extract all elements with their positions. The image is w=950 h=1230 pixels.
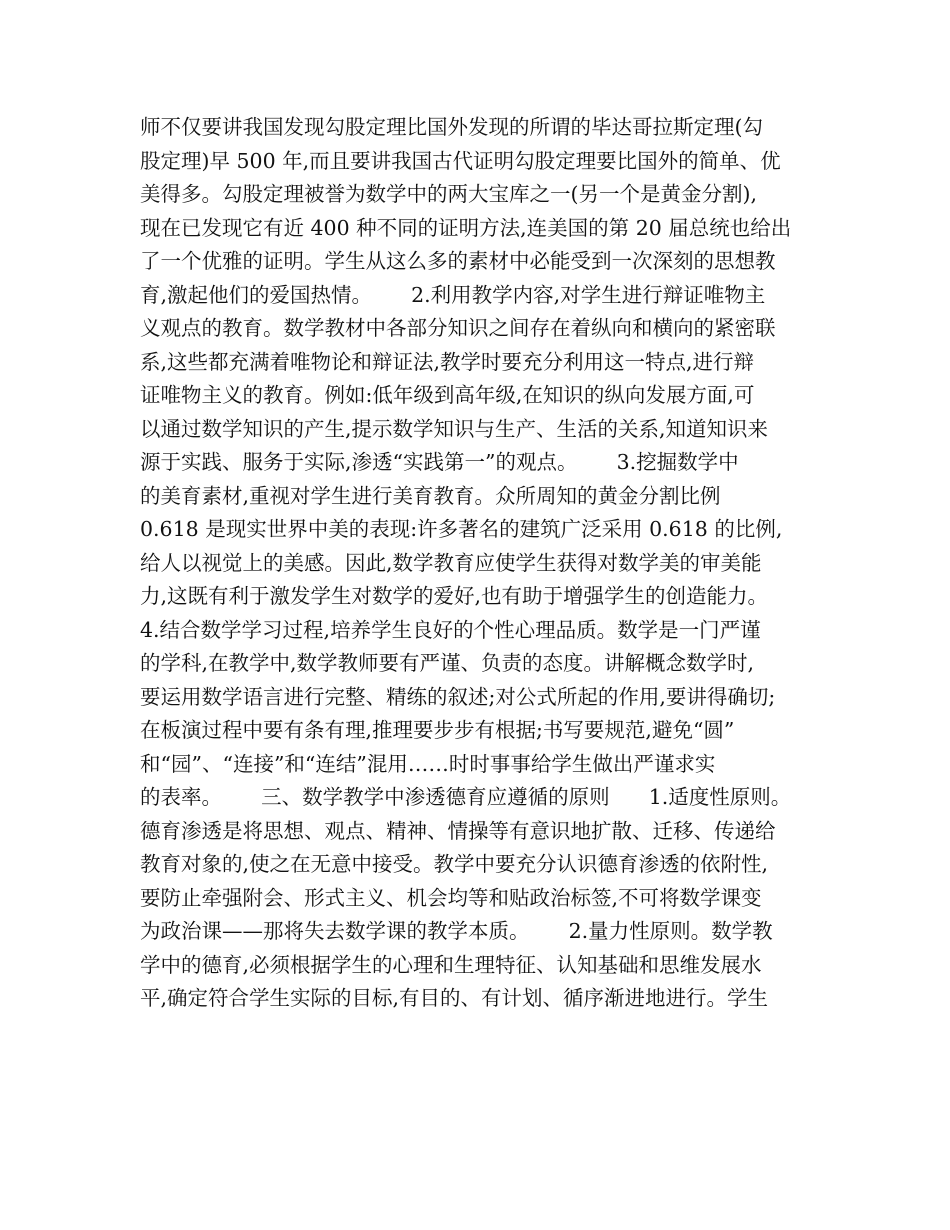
text-line: 学中的德育,必须根据学生的心理和生理特征、认知基础和思维发展水: [140, 952, 762, 977]
text-line: 源于实践、服务于实际,渗透“实践第一”的观点。 3.挖掘数学中: [140, 450, 739, 474]
text-line: 平,确定符合学生实际的目标,有目的、有计划、循序渐进地进行。学生: [140, 986, 769, 1010]
text-line: 0.618 是现实世界中美的表现:许多著名的建筑广泛采用 0.618 的比例,: [140, 517, 783, 541]
text-line: 义观点的教育。数学教材中各部分知识之间存在着纵向和横向的紧密联: [140, 316, 776, 340]
text-line: 4.结合数学学习过程,培养学生良好的个性心理品质。数学是一门严谨: [140, 617, 761, 642]
text-line: 师不仅要讲我国发现勾股定理比国外发现的所谓的毕达哥拉斯定理(勾: [140, 115, 763, 139]
text-line: 在板演过程中要有条有理,推理要步步有根据;书写要规范,避免“圆”: [140, 718, 735, 742]
text-line: 了一个优雅的证明。学生从这么多的素材中必能受到一次深刻的思想教: [140, 249, 776, 273]
text-line: 力,这既有利于激发学生对数学的爱好,也有助于增强学生的创造能力。: [140, 584, 769, 608]
text-line: 系,这些都充满着唯物论和辩证法,教学时要充分利用这一特点,进行辩: [140, 349, 755, 374]
text-line: 的表率。 三、数学教学中渗透德育应遵循的原则 1.适度性原则。: [140, 785, 792, 809]
text-line: 要防止牵强附会、形式主义、机会均等和贴政治标签,不可将数学课变: [140, 885, 762, 910]
text-line: 给人以视觉上的美感。因此,数学教育应使学生获得对数学美的审美能: [140, 550, 762, 575]
text-line: 美得多。勾股定理被誉为数学中的两大宝库之一(另一个是黄金分割),: [140, 182, 758, 206]
text-line: 教育对象的,使之在无意中接受。教学中要充分认识德育渗透的依附性,: [140, 852, 769, 876]
text-line: 德育渗透是将思想、观点、精神、情操等有意识地扩散、迁移、传递给: [140, 818, 776, 843]
text-line: 和“园”、“连接”和“连结”混用……时时事事给学生做出严谨求实: [140, 751, 716, 776]
text-line: 证唯物主义的教育。例如:低年级到高年级,在知识的纵向发展方面,可: [140, 383, 755, 407]
text-line: 股定理)早 500 年,而且要讲我国古代证明勾股定理要比国外的简单、优: [140, 148, 781, 173]
body-text: [140, 111, 830, 1016]
text-line: 现在已发现它有近 400 种不同的证明方法,连美国的第 20 届总统也给出: [140, 215, 792, 240]
text-line: 以通过数学知识的产生,提示数学知识与生产、生活的关系,知道知识来: [140, 416, 769, 441]
text-line: 要运用数学语言进行完整、精练的叙述;对公式所起的作用,要讲得确切;: [140, 684, 776, 709]
text-line: 的美育素材,重视对学生进行美育教育。众所周知的黄金分割比例: [140, 483, 721, 508]
text-line: 为政治课——那将失去数学课的教学本质。 2.量力性原则。数学教: [140, 919, 773, 943]
text-line: 育,激起他们的爱国热情。 2.利用教学内容,对学生进行辩证唯物主: [140, 282, 766, 307]
text-line: 的学科,在教学中,数学教师要有严谨、负责的态度。讲解概念数学时,: [140, 651, 755, 675]
